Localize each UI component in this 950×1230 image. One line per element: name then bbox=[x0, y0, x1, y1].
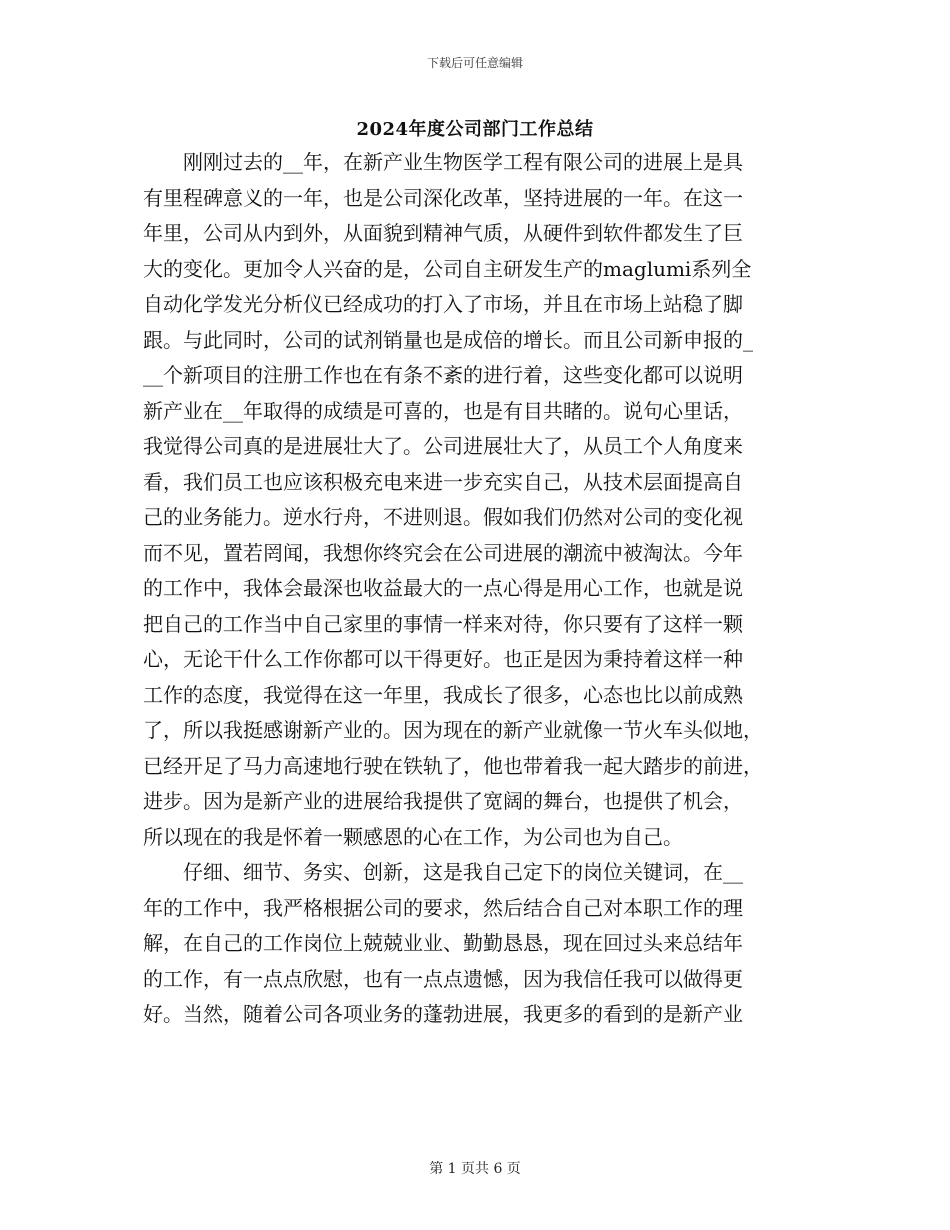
page-number: 第 1 页共 6 页 bbox=[429, 1161, 521, 1177]
paragraph-1: 刚刚过去的__年，在新产业生物医学工程有限公司的进展上是具 有里程碑意义的一年，也是公司深化改革，坚持进展的一年。在这一 年里，公司从内到外，从面貌到精神气质，从硬件到软件都发生了巨 大的变化。更加令人兴奋的是，公司自主研发生产的maglumi系列全 自动化学发光分析仪已经成功的打入了市场，并且在市场上站稳了脚 跟。与此同时，公司的试剂销量也是成倍的增长。而且公司新申报的_ __个新项目的注册工作也在有条不紊的进行着，这些变化都可以说明 新产业在__年取得的成绩是可喜的，也是有目共睹的。说句心里话， 我觉得公司真的是进展壮大了。公司进展壮大了，从员工个人角度来 看，我们员工也应该积极充电来进一步充实自己，从技术层面提高自 己的业务能力。逆水行舟，不进则退。假如我们仍然对公司的变化视 而不见，置若罔闻，我想你终究会在公司进展的潮流中被淘汰。今年 的工作中，我体会最深也收益最大的一点心得是用心工作，也就是说 把自己的工作当中自己家里的事情一样来对待，你只要有了这样一颗 心，无论干什么工作你都可以干得更好。也正是因为秉持着这样一种 工作的态度，我觉得在这一年里，我成长了很多，心态也比以前成熟 了，所以我挺感谢新产业的。因为现在的新产业就像一节火车头似地， 已经开足了马力高速地行驶在铁轨了，他也带着我一起大踏步的前进， 进步。因为是新产业的进展给我提供了宽阔的舞台，也提供了机会， 所以现在的我是怀着一颗感恩的心在工作，为公司也为自己。 bbox=[143, 150, 763, 849]
paragraph-2: 仔细、细节、务实、创新，这是我自己定下的岗位关键词，在__ 年的工作中，我严格根据公司的要求，然后结合自己对本职工作的理 解，在自己的工作岗位上兢兢业业、勤勤恳恳，现在回过头来总结年 的工作，有一点点欣慰，也有一点点遗憾，因为我信任我可以做得更 好。当然，随着公司各项业务的蓬勃进展，我更多的看到的是新产业 bbox=[143, 860, 743, 1026]
header-note: 下载后可任意编辑 bbox=[426, 56, 523, 70]
document-body bbox=[143, 145, 807, 1033]
document-title: 2024年度公司部门工作总结 bbox=[356, 119, 594, 140]
